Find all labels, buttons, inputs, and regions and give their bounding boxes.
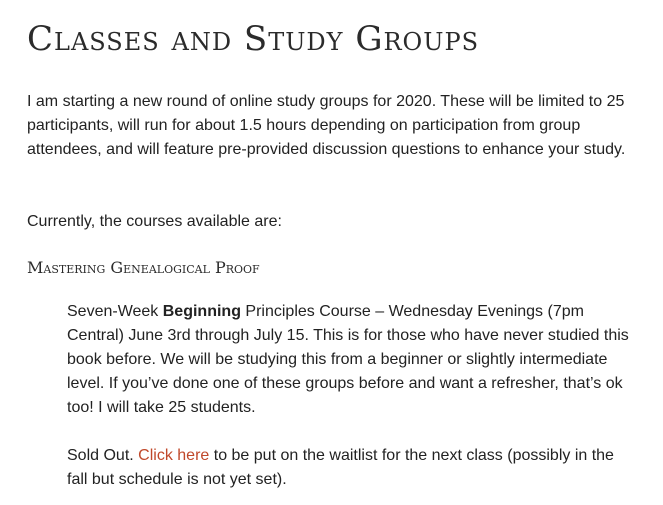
course-prefix: Seven-Week — [67, 303, 163, 320]
course-listing — [67, 300, 635, 492]
sold-out-status: Sold Out. — [67, 447, 139, 464]
course-details: Principles Course – Wednesday Evenings (7pm Central) June 3rd through July 15. This is for those who have never studied this book before. We will be studying this from a beginner or slightly intermediate level. If you’ve done one of these groups before and want a refresher, that’s ok too! I will take 25 students. — [67, 303, 629, 416]
waitlist-link[interactable]: Click here — [138, 447, 210, 464]
course-description — [67, 300, 635, 420]
courses-intro-text: Currently, the courses available are: — [27, 213, 282, 230]
course-level-emphasis: Beginning — [162, 303, 241, 320]
sold-out-notice — [67, 444, 635, 492]
course-section-heading: Mastering Genealogical Proof — [27, 258, 260, 277]
waitlist-details: to be put on the waitlist for the next class (possibly in the fall but schedule is not yet set). — [67, 447, 614, 488]
page-title: Classes and Study Groups — [27, 19, 480, 59]
intro-paragraph: I am starting a new round of online study groups for 2020. These will be limited to 25 participants, will run for about 1.5 hours depending on participation from group attendees, and will feature pre-provided discussion questions to enhance your study. — [27, 93, 626, 158]
